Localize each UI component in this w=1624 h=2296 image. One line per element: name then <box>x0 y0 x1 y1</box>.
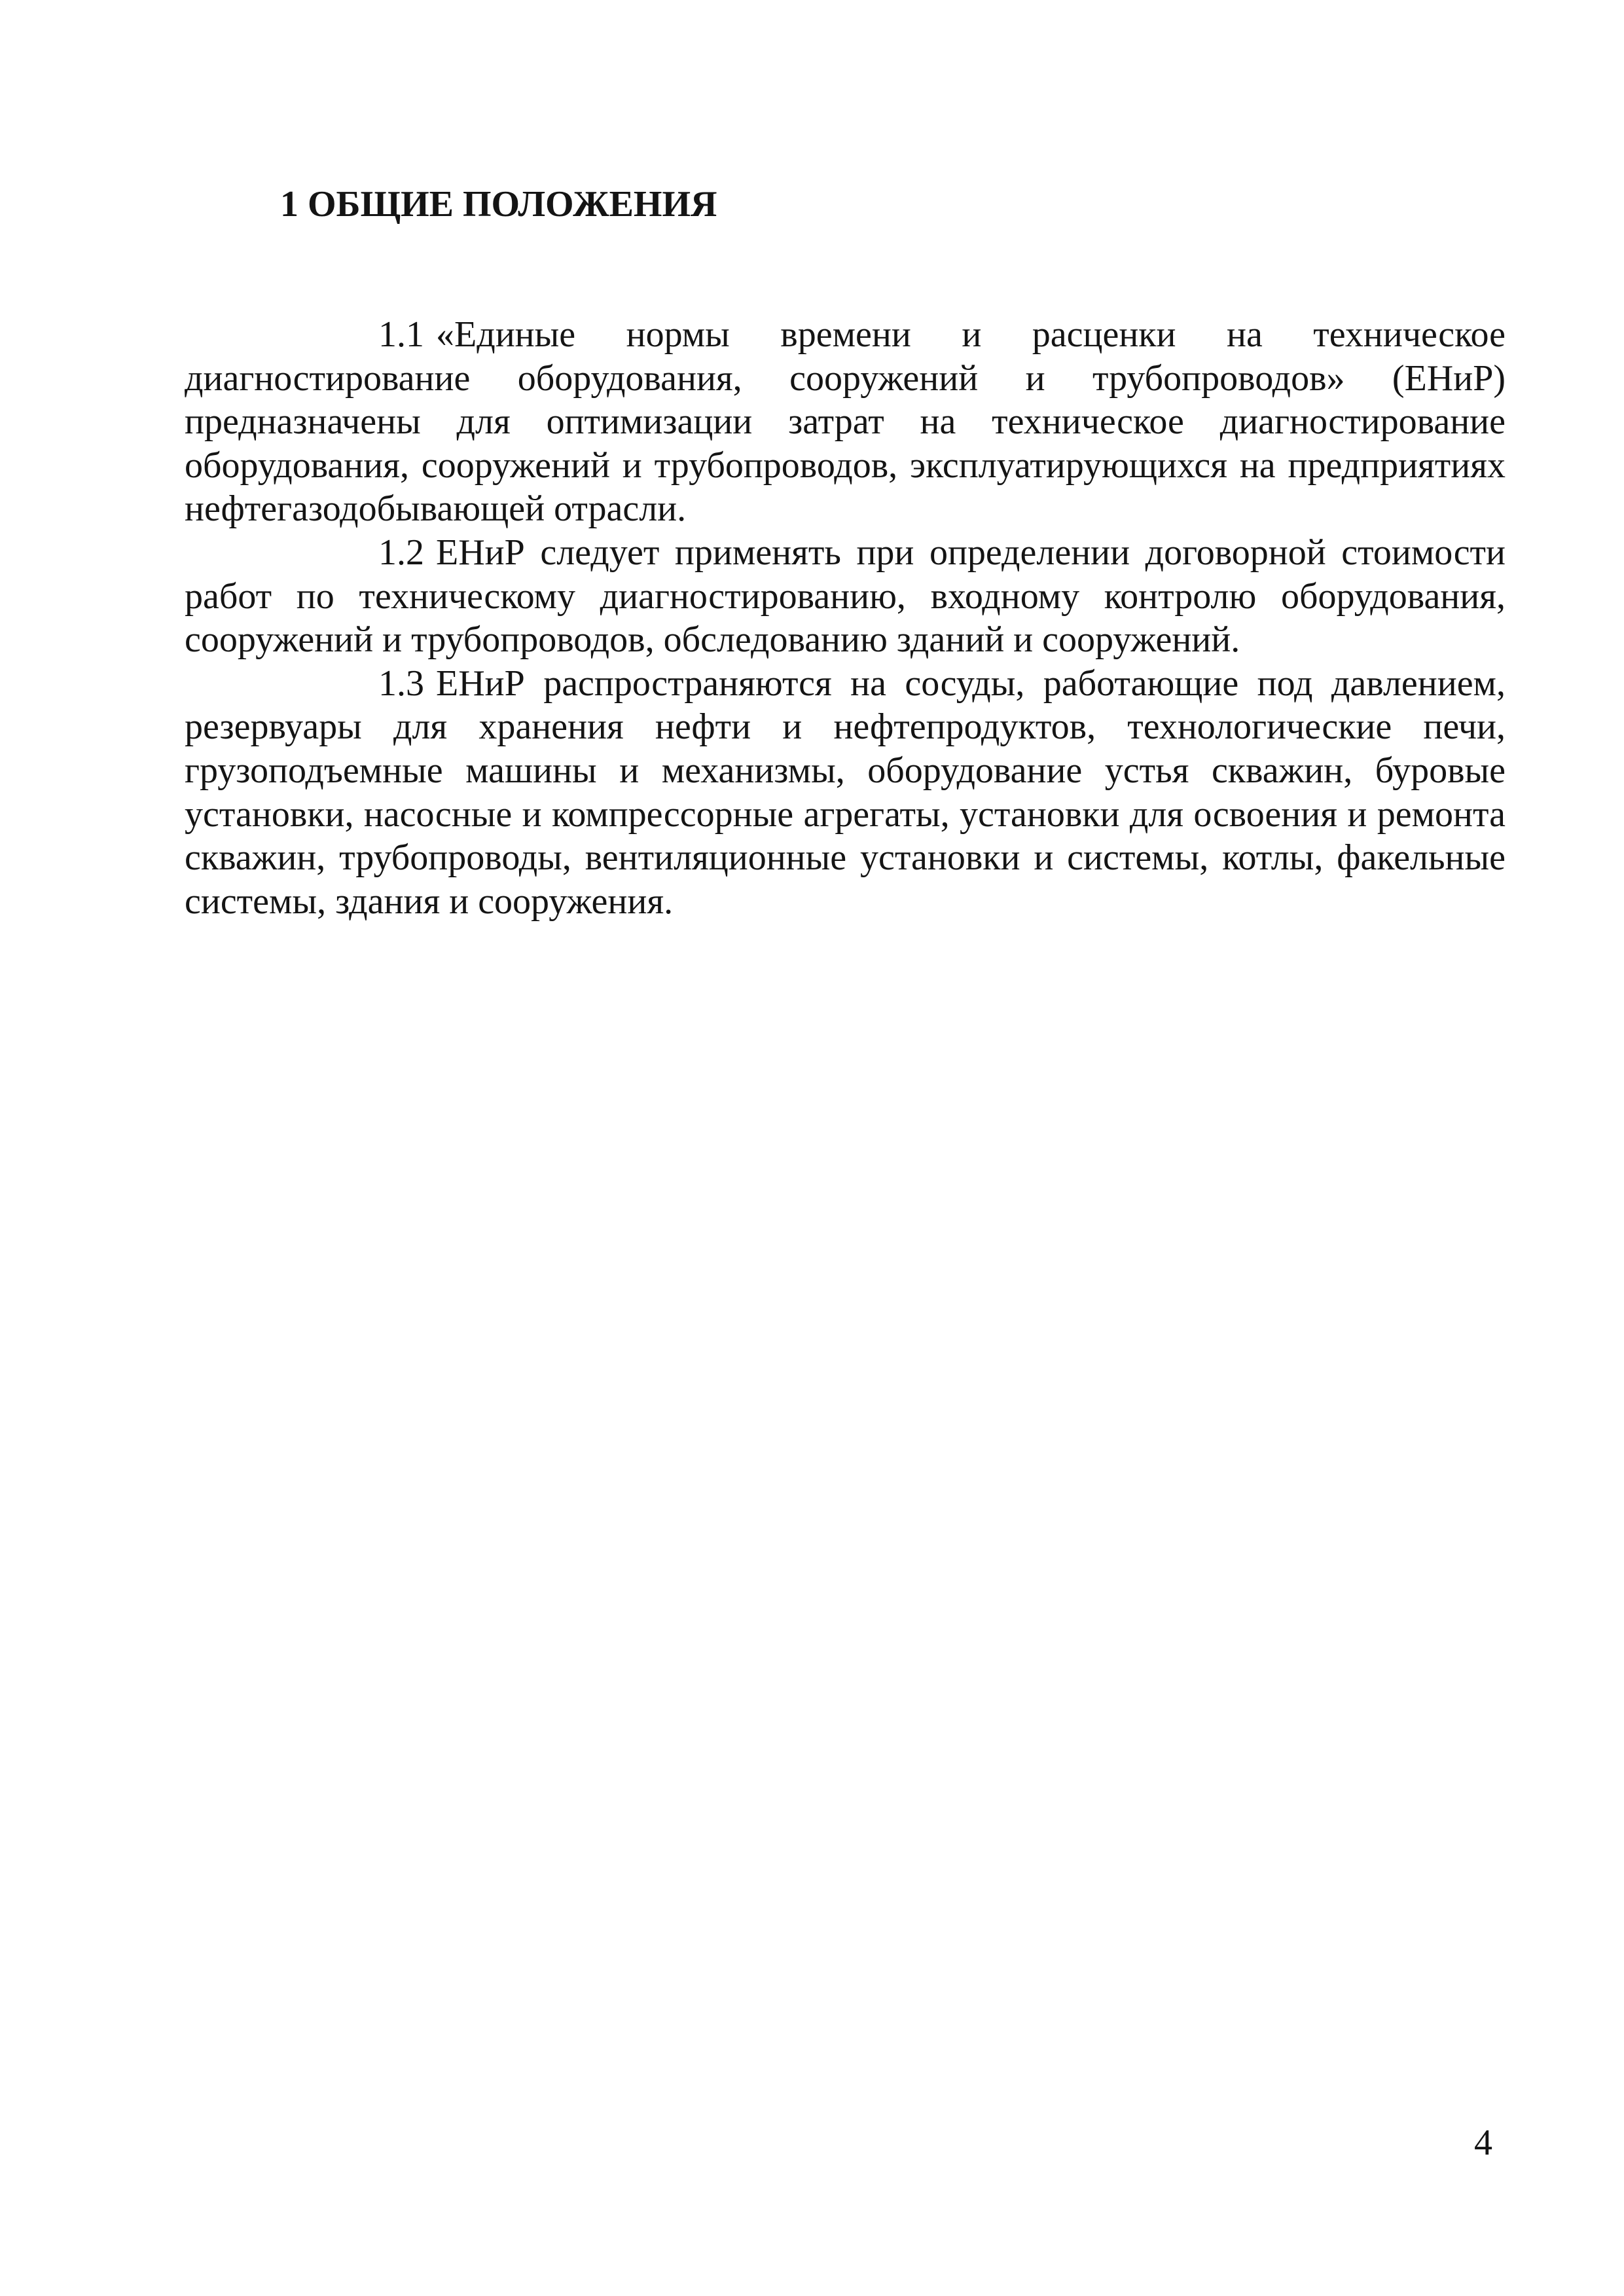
paragraph-number: 1.3 <box>378 663 424 704</box>
section-body <box>185 313 1506 923</box>
paragraph-number: 1.2 <box>378 532 424 573</box>
paragraph-text: «Единые нормы времени и расценки на техническое диагностирование оборудования, сооружений и трубопроводов» (ЕНиР) предназначены для оптимизации затрат на техническое диагностирование оборудования, сооружений и трубопроводов, эксплуатирующихся на предприятиях нефтегазодобывающей отрасли. <box>185 314 1506 530</box>
section-title: 1 ОБЩИЕ ПОЛОЖЕНИЯ <box>280 184 717 225</box>
paragraph-1-3 <box>185 662 1506 924</box>
paragraph-number: 1.1 <box>378 314 424 355</box>
page-number: 4 <box>1474 2123 1492 2163</box>
paragraph-1-1 <box>185 313 1506 531</box>
paragraph-text: ЕНиР распространяются на сосуды, работающие под давлением, резервуары для хранения нефти и нефтепродуктов, технологические печи, грузоподъемные машины и механизмы, оборудование устья скважин, буровые установки, насосные и компрессорные агрегаты, установки для освоения и ремонта скважин, трубопроводы, вентиляционные установки и системы, котлы, факельные системы, здания и сооружения. <box>185 663 1506 922</box>
paragraph-1-2 <box>185 531 1506 662</box>
paragraph-text: ЕНиР следует применять при определении договорной стоимости работ по техническому диагностированию, входному контролю оборудования, сооружений и трубопроводов, обследованию зданий и сооружений. <box>185 532 1506 661</box>
